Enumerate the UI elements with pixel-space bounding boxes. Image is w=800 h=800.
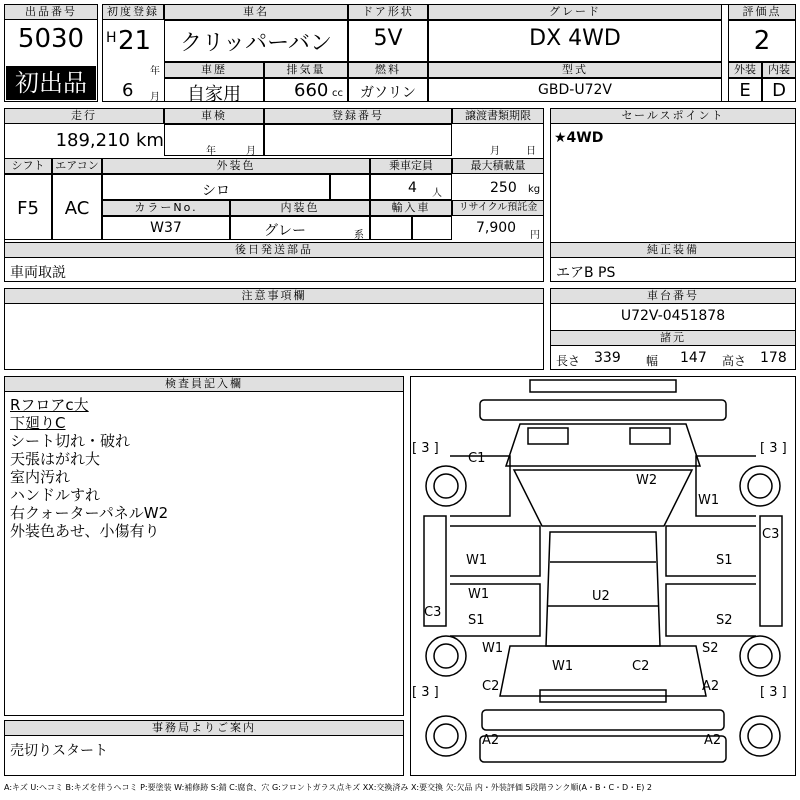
mileage-label: 走行 xyxy=(4,108,164,124)
damage-legend: A:キズ U:ヘコミ B:キズを伴うヘコミ P:要塗装 W:補修跡 S:錆 C:腐食、穴 G:フロントガラス点キズ XX:交換済み X:要交換 欠:欠品 内・外装評価 5段階ランク順(A・B・C・D・E) 2 xyxy=(4,783,653,792)
svg-text:S1: S1 xyxy=(716,553,733,568)
equipment: エアB PS xyxy=(556,265,616,281)
length: 339 xyxy=(594,350,621,366)
seats-label: 乗車定員 xyxy=(370,158,452,174)
load-label: 最大積載量 xyxy=(452,158,544,174)
width: 147 xyxy=(680,350,707,366)
recycle-label: リサイクル預託金 xyxy=(452,200,544,216)
inspection-label: 車検 xyxy=(164,108,264,124)
shift: F5 xyxy=(17,198,39,219)
history-label: 車歴 xyxy=(164,62,264,78)
svg-text:S1: S1 xyxy=(468,613,485,628)
svg-text:[ 3 ]: [ 3 ] xyxy=(760,685,787,700)
svg-text:U2: U2 xyxy=(592,589,610,604)
year-unit: 年 xyxy=(150,66,160,77)
inspector-line: 下廻りC xyxy=(10,414,66,432)
fuel: ガソリン xyxy=(360,85,416,101)
svg-text:C3: C3 xyxy=(762,527,780,542)
import-label: 輸入車 xyxy=(370,200,452,216)
doc-label: 譲渡書類期限 xyxy=(452,108,544,124)
seats: 4 xyxy=(408,180,417,196)
ext-label: 外装 xyxy=(728,62,762,78)
svg-text:W2: W2 xyxy=(636,473,658,488)
office-note: 売切りスタート xyxy=(10,743,108,759)
inspector-line: 外装色あせ、小傷有り xyxy=(10,522,160,540)
color-number: W37 xyxy=(150,220,182,236)
lot-number: 5030 xyxy=(17,24,85,54)
svg-text:W1: W1 xyxy=(468,587,490,602)
grade-label: グレード xyxy=(428,4,722,20)
svg-text:[ 3 ]: [ 3 ] xyxy=(412,685,439,700)
svg-text:[ 3 ]: [ 3 ] xyxy=(412,441,439,456)
sales-point: ★4WD xyxy=(554,130,604,146)
model-code: GBD-U72V xyxy=(538,82,612,98)
office-label: 事務局よりご案内 xyxy=(4,720,404,736)
sales-label: セールスポイント xyxy=(550,108,796,124)
svg-text:W1: W1 xyxy=(698,493,720,508)
reg-year: 21 xyxy=(118,26,152,56)
svg-text:A2: A2 xyxy=(702,679,720,694)
inspector-line: ハンドルすれ xyxy=(10,486,101,504)
lot-label: 出品番号 xyxy=(4,4,98,20)
disp-label: 排気量 xyxy=(264,62,348,78)
mileage: 189,210 xyxy=(55,130,130,151)
regno-label: 登録番号 xyxy=(264,108,452,124)
score-label: 評価点 xyxy=(728,4,796,20)
svg-text:W1: W1 xyxy=(552,659,574,674)
svg-text:A2: A2 xyxy=(482,733,500,748)
svg-text:C1: C1 xyxy=(468,451,486,466)
interior-color: グレー xyxy=(264,223,306,239)
inspector-line: 室内汚れ xyxy=(10,468,71,486)
ext-grade: E xyxy=(739,80,751,101)
svg-text:C2: C2 xyxy=(482,679,500,694)
svg-text:A2: A2 xyxy=(704,733,722,748)
era: H xyxy=(106,30,117,46)
door-type: 5V xyxy=(373,26,403,51)
int-label: 内装 xyxy=(762,62,796,78)
disp-unit: cc xyxy=(332,88,343,99)
inspector-line: 右クォーターパネルW2 xyxy=(10,504,169,522)
mileage-unit: km xyxy=(136,130,164,151)
name-label: 車名 xyxy=(164,4,348,20)
body-color: シロ xyxy=(202,183,230,199)
fuel-label: 燃料 xyxy=(348,62,428,78)
month-unit: 月 xyxy=(150,92,160,103)
ac-label: エアコン xyxy=(52,158,102,174)
chassis-number: U72V-0451878 xyxy=(620,308,726,324)
car-name: クリッパーバン xyxy=(179,31,333,56)
svg-text:C3: C3 xyxy=(424,605,442,620)
int-grade: D xyxy=(772,80,786,101)
model-label: 型式 xyxy=(428,62,722,78)
max-load: 250 xyxy=(490,180,517,196)
inspector-label: 検査員記入欄 xyxy=(4,376,404,392)
inspector-line: 天張はがれ大 xyxy=(10,450,101,468)
ac: AC xyxy=(64,198,90,219)
door-label: ドア形状 xyxy=(348,4,428,20)
intcolor-label: 内装色 xyxy=(230,200,370,216)
svg-text:W1: W1 xyxy=(466,553,488,568)
colorno-label: カラーNo. xyxy=(102,200,230,216)
later-label: 後日発送部品 xyxy=(4,242,544,258)
grade: DX 4WD xyxy=(529,26,621,51)
color-label: 外装色 xyxy=(102,158,370,174)
svg-text:S2: S2 xyxy=(716,613,733,628)
displacement: 660 xyxy=(294,80,329,101)
svg-text:W1: W1 xyxy=(482,641,504,656)
spec-label: 諸元 xyxy=(550,330,796,346)
shift-label: シフト xyxy=(4,158,52,174)
height: 178 xyxy=(760,350,787,366)
reg-label: 初度登録 xyxy=(102,4,164,20)
car-history: 自家用 xyxy=(187,84,241,105)
svg-text:[ 3 ]: [ 3 ] xyxy=(760,441,787,456)
chassis-label: 車台番号 xyxy=(550,288,796,304)
car-damage-diagram xyxy=(410,376,796,776)
equip-label: 純正装備 xyxy=(550,242,796,258)
inspector-line: シート切れ・破れ xyxy=(10,432,131,450)
reg-month: 6 xyxy=(122,80,134,101)
svg-text:C2: C2 xyxy=(632,659,650,674)
score: 2 xyxy=(753,26,771,56)
caution-label: 注意事項欄 xyxy=(4,288,544,304)
later-parts: 車両取説 xyxy=(10,265,66,281)
first-listing-badge: 初出品 xyxy=(6,66,96,100)
svg-text:S2: S2 xyxy=(702,641,719,656)
recycle-fee: 7,900 xyxy=(476,220,517,236)
inspector-line: Rフロアc大 xyxy=(10,396,89,414)
